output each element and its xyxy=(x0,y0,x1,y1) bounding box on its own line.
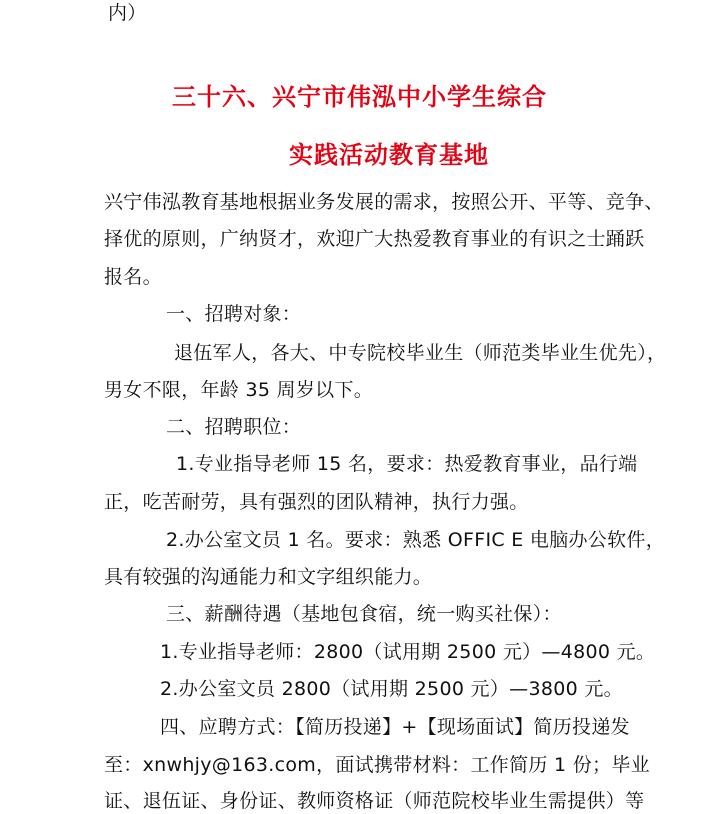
section-title-line-1: 三十六、兴宁市伟泓中小学生综合 xyxy=(172,83,547,111)
section-2-heading: 二、招聘职位： xyxy=(166,416,302,438)
section-1-body-line-1: 退伍军人，各大、中专院校毕业生（师范类毕业生优先）， xyxy=(174,342,667,364)
salary-item-1: 1.专业指导老师：2800（试用期 2500 元）—4800 元。 xyxy=(160,641,656,663)
section-1-body-line-2: 男女不限，年龄 35 周岁以下。 xyxy=(104,379,374,401)
position-2-line-1: 2.办公室文员 1 名。要求：熟悉 OFFIC E 电脑办公软件， xyxy=(166,529,666,551)
position-1-line-2: 正，吃苦耐劳，具有强烈的团队精神，执行力强。 xyxy=(104,491,529,513)
salary-item-2: 2.办公室文员 2800（试用期 2500 元）—3800 元。 xyxy=(160,678,623,700)
previous-text-fragment: 内） xyxy=(108,2,147,24)
intro-line-3: 报名。 xyxy=(104,266,162,288)
position-2-line-2: 具有较强的沟通能力和文字组织能力。 xyxy=(104,566,433,588)
section-3-heading: 三、薪酬待遇（基地包食宿，统一购买社保）： xyxy=(166,603,562,625)
section-4-line-2: 至：xnwhjy@163.com，面试携带材料：工作简历 1 份；毕业 xyxy=(104,754,650,776)
section-4-line-3: 证、退伍证、身份证、教师资格证（师范院校毕业生需提供）等 xyxy=(104,790,645,812)
section-4-line-1: 四、应聘方式：【简历投递】+【现场面试】简历投递发 xyxy=(160,716,630,738)
intro-line-1: 兴宁伟泓教育基地根据业务发展的需求，按照公开、平等、竞争、 xyxy=(104,191,664,213)
intro-line-2: 择优的原则，广纳贤才，欢迎广大热爱教育事业的有识之士踊跃 xyxy=(104,228,645,250)
position-1-line-1: 1.专业指导老师 15 名，要求：热爱教育事业，品行端 xyxy=(176,453,638,475)
section-1-heading: 一、招聘对象： xyxy=(166,303,302,325)
section-title-line-2: 实践活动教育基地 xyxy=(289,141,489,169)
